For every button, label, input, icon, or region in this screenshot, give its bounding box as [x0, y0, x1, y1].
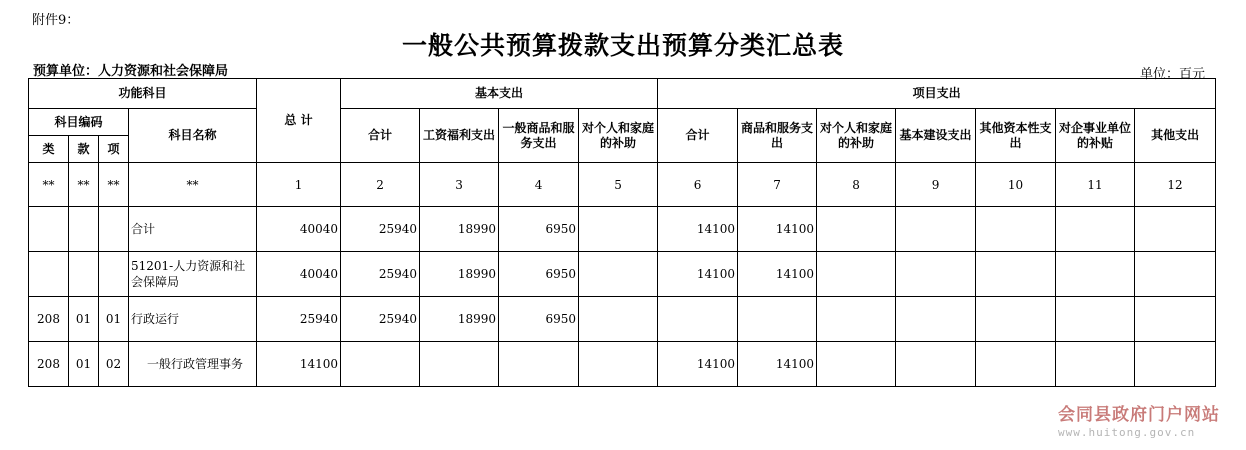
index-cell: 9: [896, 163, 976, 207]
cell-basic-total: 25940: [341, 252, 420, 297]
cell-basic-goods: 6950: [499, 297, 579, 342]
cell-subject-name: [129, 342, 257, 387]
index-cell: 11: [1056, 163, 1135, 207]
site-watermark: [1058, 400, 1238, 439]
index-cell: 6: [658, 163, 738, 207]
cell-lei: [29, 252, 69, 297]
cell-basic-total: 25940: [341, 207, 420, 252]
cell-lei: 208: [29, 342, 69, 387]
cell-project-subsidy: [1056, 252, 1135, 297]
cell-project-build: [896, 207, 976, 252]
cell-project-other: [1135, 207, 1216, 252]
index-cell: 4: [499, 163, 579, 207]
header-basic-expenditure: 基本支出: [341, 79, 658, 109]
header-project-family: 对个人和家庭的补助: [817, 109, 896, 163]
table-row: [29, 207, 1216, 252]
cell-kuan: [69, 252, 99, 297]
cell-project-other: [1135, 252, 1216, 297]
cell-project-goods: 14100: [738, 342, 817, 387]
cell-project-subsidy: [1056, 207, 1135, 252]
index-cell: **: [99, 163, 129, 207]
header-total: 总 计: [257, 79, 341, 163]
cell-project-capital: [976, 207, 1056, 252]
header-lei: 类: [29, 136, 69, 163]
cell-project-goods: 14100: [738, 252, 817, 297]
cell-subject-name: 51201-人力资源和社会保障局: [129, 252, 257, 297]
index-cell: 7: [738, 163, 817, 207]
cell-project-subsidy: [1056, 342, 1135, 387]
cell-basic-goods: 6950: [499, 207, 579, 252]
cell-basic-family: [579, 297, 658, 342]
cell-project-capital: [976, 252, 1056, 297]
index-cell: 12: [1135, 163, 1216, 207]
cell-project-capital: [976, 297, 1056, 342]
cell-xiang: 01: [99, 297, 129, 342]
cell-total: 40040: [257, 207, 341, 252]
cell-project-family: [817, 342, 896, 387]
header-project-expenditure: 项目支出: [658, 79, 1216, 109]
page-title: 一般公共预算拨款支出预算分类汇总表: [401, 31, 844, 60]
table-row: [29, 252, 1216, 297]
watermark-site-name: 会同县政府门户网站: [1058, 405, 1220, 425]
cell-kuan: 01: [69, 342, 99, 387]
cell-project-total: 14100: [658, 207, 738, 252]
cell-project-family: [817, 252, 896, 297]
index-cell: **: [129, 163, 257, 207]
cell-lei: 208: [29, 297, 69, 342]
header-project-build: 基本建设支出: [896, 109, 976, 163]
header-functional-subject: 功能科目: [29, 79, 257, 109]
cell-project-total: 14100: [658, 342, 738, 387]
header-project-total: 合计: [658, 109, 738, 163]
index-cell: 3: [420, 163, 499, 207]
table-row: [29, 342, 1216, 387]
cell-xiang: 02: [99, 342, 129, 387]
index-cell: 5: [579, 163, 658, 207]
cell-basic-goods: 6950: [499, 252, 579, 297]
watermark-site-url: www.huitong.gov.cn: [1058, 426, 1196, 439]
index-cell: 2: [341, 163, 420, 207]
header-project-other: 其他支出: [1135, 109, 1216, 163]
index-cell: **: [69, 163, 99, 207]
cell-basic-family: [579, 207, 658, 252]
budget-table: [28, 78, 1216, 387]
header-project-goods: 商品和服务支出: [738, 109, 817, 163]
attachment-label: 附件9：: [32, 13, 80, 28]
cell-basic-family: [579, 342, 658, 387]
cell-project-build: [896, 297, 976, 342]
cell-basic-total: 25940: [341, 297, 420, 342]
index-cell: 1: [257, 163, 341, 207]
cell-project-family: [817, 297, 896, 342]
cell-basic-wage: 18990: [420, 297, 499, 342]
header-subject-name: 科目名称: [129, 109, 257, 163]
cell-lei: [29, 207, 69, 252]
cell-basic-total: [341, 342, 420, 387]
header-xiang: 项: [99, 136, 129, 163]
cell-basic-goods: [499, 342, 579, 387]
header-basic-total: 合计: [341, 109, 420, 163]
header-kuan: 款: [69, 136, 99, 163]
cell-total: 40040: [257, 252, 341, 297]
cell-subject-name: 行政运行: [129, 297, 257, 342]
cell-project-other: [1135, 342, 1216, 387]
cell-project-build: [896, 252, 976, 297]
table-row: [29, 297, 1216, 342]
cell-basic-family: [579, 252, 658, 297]
cell-basic-wage: 18990: [420, 252, 499, 297]
cell-kuan: 01: [69, 297, 99, 342]
index-cell: 8: [817, 163, 896, 207]
cell-subject-name: 合计: [129, 207, 257, 252]
cell-basic-wage: [420, 342, 499, 387]
cell-total: 14100: [257, 342, 341, 387]
header-subject-code: 科目编码: [29, 109, 129, 136]
cell-project-total: [658, 297, 738, 342]
index-cell: **: [29, 163, 69, 207]
cell-basic-wage: 18990: [420, 207, 499, 252]
header-basic-wage: 工资福利支出: [420, 109, 499, 163]
cell-total: 25940: [257, 297, 341, 342]
cell-xiang: [99, 207, 129, 252]
cell-project-goods: 14100: [738, 207, 817, 252]
header-basic-goods: 一般商品和服务支出: [499, 109, 579, 163]
cell-kuan: [69, 207, 99, 252]
cell-project-build: [896, 342, 976, 387]
cell-project-subsidy: [1056, 297, 1135, 342]
index-row: [29, 163, 1216, 207]
cell-project-capital: [976, 342, 1056, 387]
header-project-subsidy: 对企事业单位的补贴: [1056, 109, 1135, 163]
currency-unit-label: 单位：百元: [1140, 67, 1206, 82]
cell-project-total: 14100: [658, 252, 738, 297]
index-cell: 10: [976, 163, 1056, 207]
header-basic-family: 对个人和家庭的补助: [579, 109, 658, 163]
cell-project-other: [1135, 297, 1216, 342]
header-project-capital: 其他资本性支出: [976, 109, 1056, 163]
cell-project-family: [817, 207, 896, 252]
cell-project-goods: [738, 297, 817, 342]
budget-unit-label: 预算单位：人力资源和社会保障局: [33, 64, 229, 79]
subject-name-text: 一般行政管理事务: [147, 357, 244, 371]
cell-xiang: [99, 252, 129, 297]
